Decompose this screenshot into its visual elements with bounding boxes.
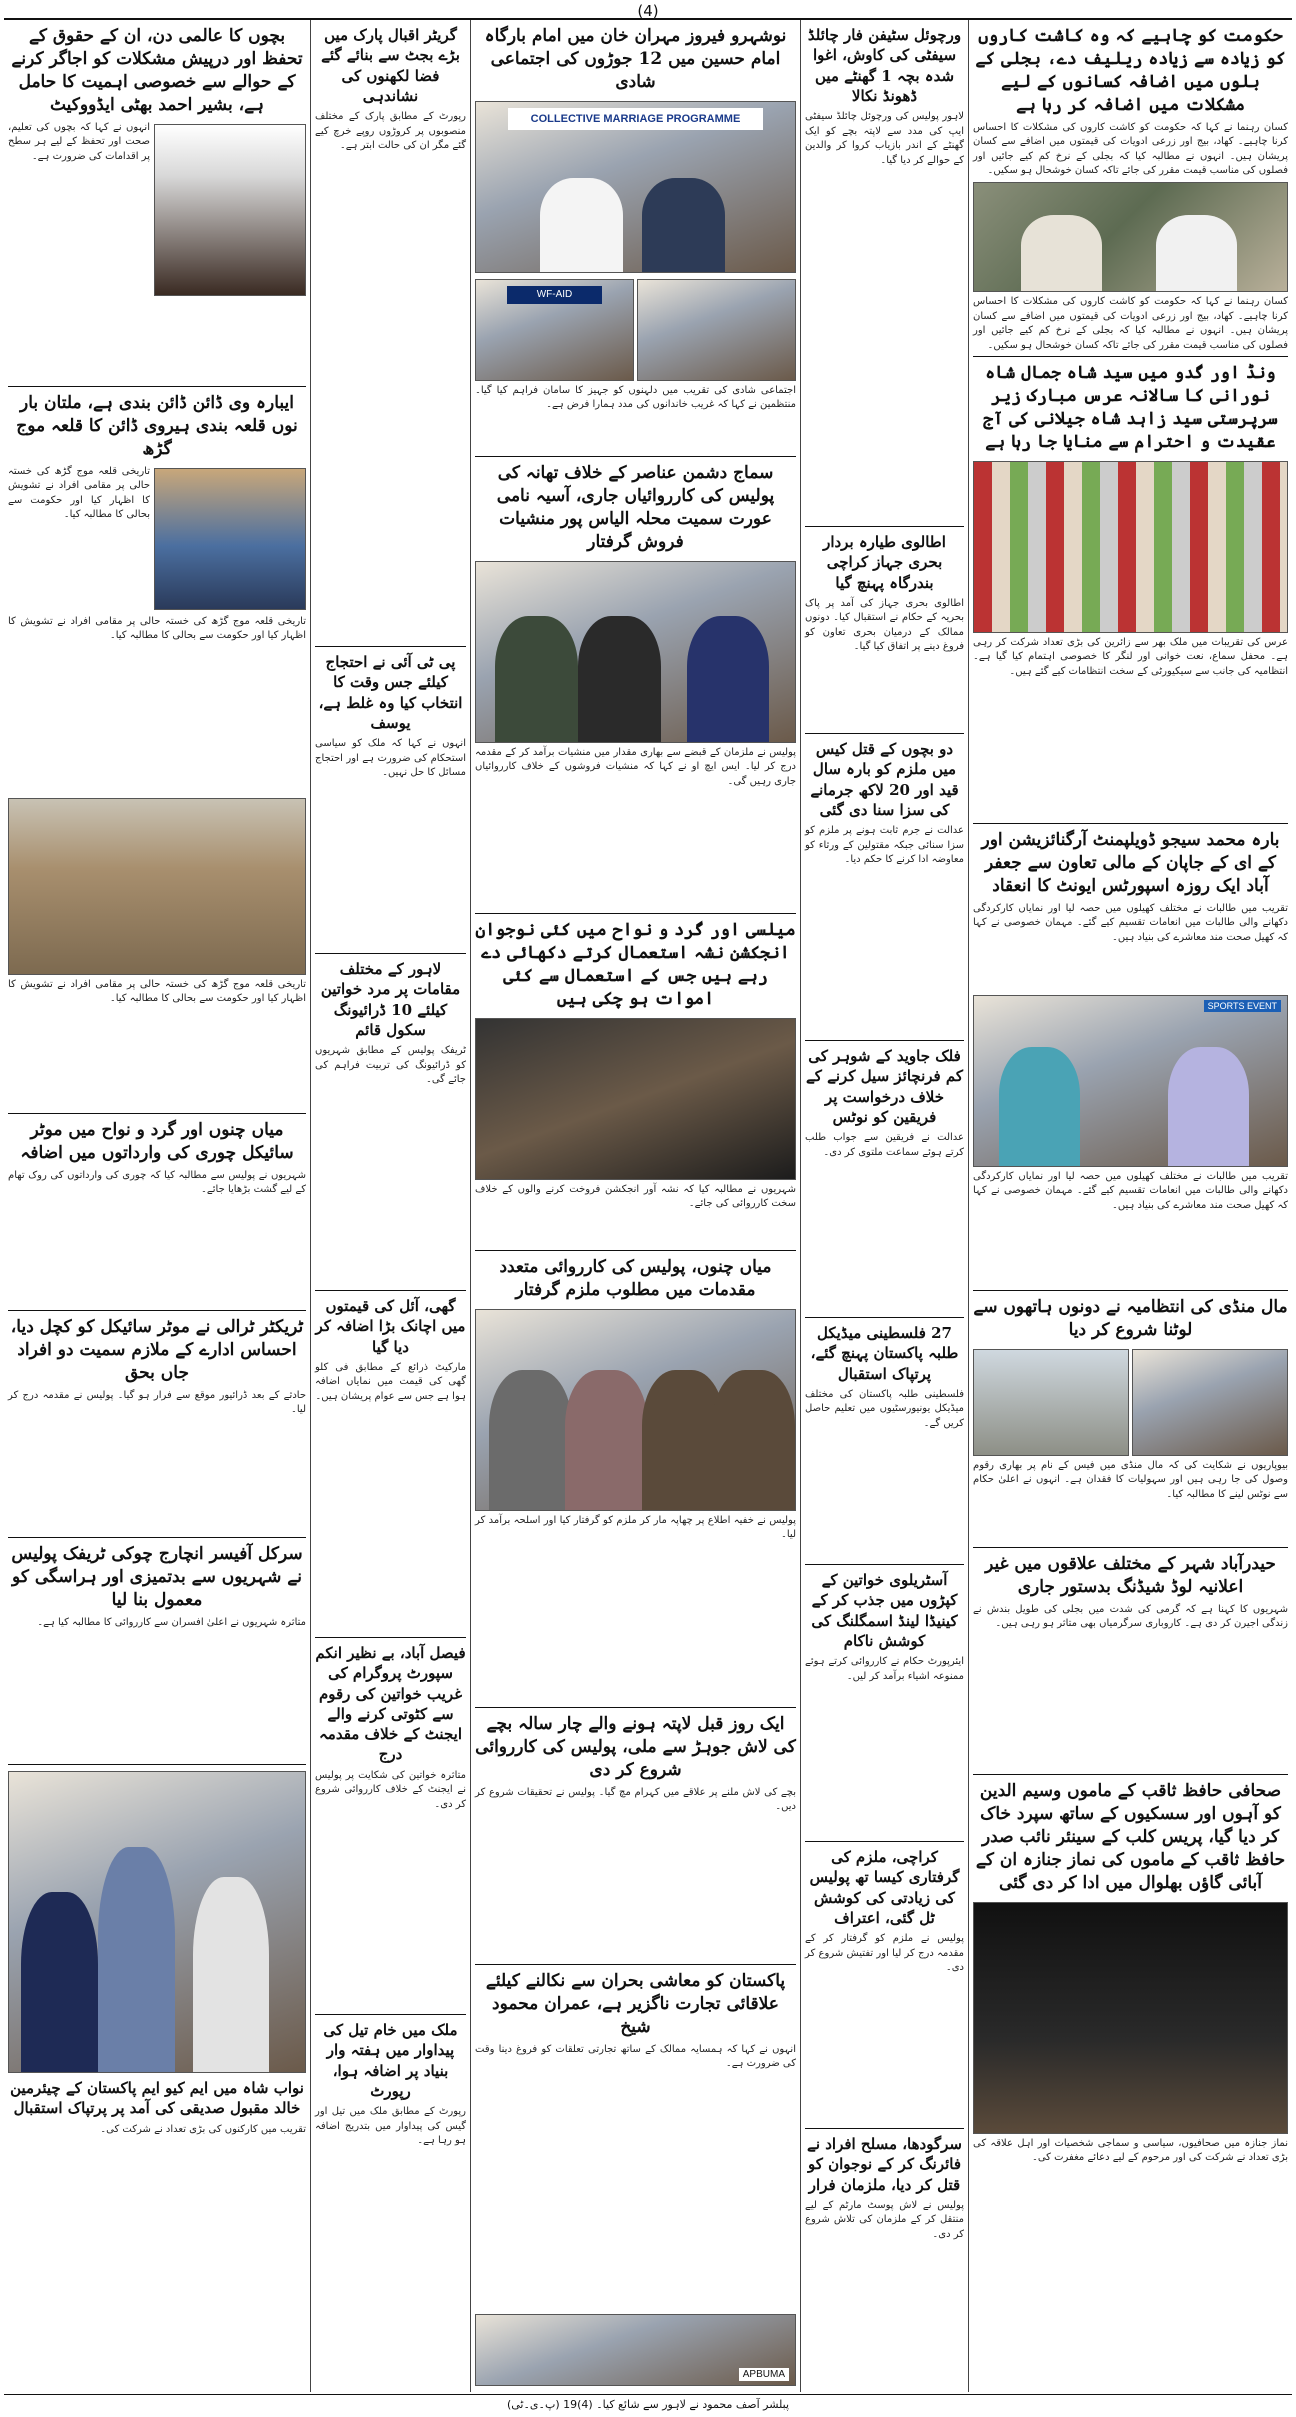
body-text: پولیس نے لاش پوسٹ مارٹم کے لیے منتقل کر کے ملزمان کی تلاش شروع کر دی۔	[805, 2199, 964, 2240]
body-text: حادثے کے بعد ڈرائیور موقع سے فرار ہو گیا۔ پولیس نے مقدمہ درج کر لیا۔	[8, 1389, 306, 1416]
apbuma-tag: APBUMA	[739, 2368, 789, 2381]
photo-funeral-night	[973, 1902, 1288, 2134]
photo-marriage-hall	[475, 279, 634, 381]
story-load-shedding	[973, 1548, 1288, 1775]
body-text: شہریوں نے پولیس سے مطالبہ کیا کہ چوری کی وارداتوں کی روک تھام کے لیے گشت بڑھایا جائے۔	[8, 1169, 306, 1196]
body-text: ٹریفک پولیس کے مطابق شہریوں کو ڈرائیونگ کی تربیت فراہم کی جائے گی۔	[315, 1045, 466, 1085]
headline: دو بچوں کے قتل کیس میں ملزم کو بارہ سال قید اور 20 لاکھ جرمانے کی سزا سنا دی گئی	[810, 740, 959, 819]
photo-injection	[475, 1018, 796, 1180]
story-fort-moj-garh	[8, 387, 306, 1114]
story-bisp-agent	[315, 1638, 466, 2015]
body-text: تقریب میں طالبات نے مختلف کھیلوں میں حصہ لیا اور نمایاں کارکردگی دکھانے والی طالبات میں انعامات تقسیم کیے گئے۔ مہمان خصوصی نے کہا کہ کھیل صحت مند معاشرے کی بنیاد ہیں۔	[973, 1170, 1288, 1211]
story-motorcycle-theft	[8, 1114, 306, 1311]
body-text: تاریخی قلعہ موج گڑھ کی خستہ حالی پر مقامی افراد نے تشویش کا اظہار کیا اور حکومت سے بحالی کا مطالبہ کیا۔	[8, 615, 306, 642]
marriage-banner: COLLECTIVE MARRIAGE PROGRAMME	[508, 108, 763, 130]
body-text: متاثرہ خواتین کی شکایت پر پولیس نے ایجنٹ کے خلاف کارروائی شروع کر دی۔	[315, 1769, 466, 1810]
story-sports-event	[973, 824, 1288, 1291]
headline: فلک جاوید کے شوہر کی کم فرنچائز سیل کرنے کے خلاف درخواست پر فریقین کو نوٹس	[805, 1047, 964, 1126]
photo-apbuma-event	[475, 2314, 796, 2386]
headline: ٹریکٹر ٹرالی نے موٹر سائیکل کو کچل دیا، احساس ادارے کے ملازم سمیت دو افراد جاں بحق	[10, 1317, 304, 1383]
headline: پاکستان کو معاشی بحران سے نکالنے کیلئے علاقائی تجارت ناگزیر ہے، عمران محمود شیخ	[485, 1971, 786, 2037]
story-mian-channu-arrest	[475, 1251, 796, 1708]
headline: گریٹر اقبال پارک میں بڑے بجٹ سے بنائے گئے فضا لکھنوں کی نشاندہی	[321, 26, 460, 105]
body-text: بچے کی لاش ملنے پر علاقے میں کہرام مچ گیا۔ پولیس نے تحقیقات شروع کر دیں۔	[475, 1786, 796, 1813]
photo-man-portrait	[154, 468, 306, 610]
story-funeral	[973, 1775, 1288, 2392]
photo-marriage-guests	[637, 279, 796, 381]
body-text: عدالت نے فریقین سے جواب طلب کرتے ہوئے سماعت ملتوی کر دی۔	[805, 1132, 964, 1158]
body-text: شہریوں کا کہنا ہے کہ گرمی کی شدت میں بجلی کی طویل بندش نے زندگی اجیرن کر دی ہے۔ کاروباری سرگرمیاں بھی متاثر ہو رہی ہیں۔	[973, 1603, 1288, 1630]
headline: صحافی حافظ ثاقب کے ماموں وسیم الدین کو آہوں اور سسکیوں کے ساتھ سپرد خاک کر دیا گیا، پریس کلب کے سینئر نائب صدر حافظ ثاقب کے ماموں کی نماز جنازہ ان کے آبائی گاؤں بھلوال میں ادا کر دی گئی	[975, 1781, 1286, 1893]
headline: میلسی اور گرد و نواح میں کئی نوجوان انجکشن نشہ استعمال کرتے دکھائی دے رہے ہیں جس کے استعمال سے کئی اموات ہو چکی ہیں	[475, 920, 796, 1009]
column-5	[4, 20, 310, 2392]
body-text: عدالت نے جرم ثابت ہونے پر ملزم کو سزا سنائی جبکہ مقتولین کے ورثاء کو معاوضہ ادا کرنے کا حکم دیا۔	[805, 825, 964, 865]
story-children-day	[8, 20, 306, 387]
body-text: انہوں نے کہا کہ بچوں کی تعلیم، صحت اور تحفظ کے لیے ہر سطح پر اقدامات کی ضرورت ہے۔	[8, 121, 150, 162]
headline: سماج دشمن عناصر کے خلاف تھانہ کی پولیس کی کارروائیاں جاری، آسیہ نامی عورت سمیت محلہ الیاس پور منشیات فروش گرفتار	[496, 463, 775, 552]
headline: بارہ محمد سیجو ڈویلپمنٹ آرگنائزیشن اور کے ای کے جاپان کے مالی تعاون سے جعفر آباد ایک روزہ اسپورٹس ایونٹ کا انعقاد	[981, 830, 1280, 896]
photo-mqm-group	[8, 1771, 306, 2073]
story-regional-trade	[475, 1965, 796, 2392]
photo-woman-officer	[1132, 1349, 1288, 1456]
column-3	[470, 20, 800, 2392]
body-text: شہریوں نے مطالبہ کیا کہ نشہ آور انجکشن فروخت کرنے والوں کے خلاف سخت کارروائی کی جائے۔	[475, 1183, 796, 1210]
story-missing-child	[475, 1708, 796, 1965]
headline: آسٹریلوی خواتین کے کپڑوں میں جذب کر کے کینیڈا لینڈ اسمگلنگ کی کوشش ناکام	[811, 1571, 958, 1650]
story-franchise	[805, 1041, 964, 1318]
story-traffic-police	[8, 1538, 306, 1765]
body-text: تاریخی قلعہ موج گڑھ کی خستہ حالی پر مقامی افراد نے تشویش کا اظہار کیا اور حکومت سے بحالی کا مطالبہ کیا۔	[8, 978, 306, 1005]
headline: میاں چنوں، پولیس کی کارروائی متعدد مقدمات میں مطلوب ملزم گرفتار	[499, 1257, 772, 1300]
headline: میاں چنوں اور گرد و نواح میں موٹر سائیکل چوری کی وارداتوں میں اضافہ	[20, 1120, 294, 1163]
body-text: متاثرہ شہریوں نے اعلیٰ افسران سے کارروائی کا مطالبہ کیا ہے۔	[37, 1616, 306, 1628]
body-text: تاریخی قلعہ موج گڑھ کی خستہ حالی پر مقامی افراد نے تشویش کا اظہار کیا اور حکومت سے بحالی کا مطالبہ کیا۔	[8, 465, 150, 521]
story-farmers-relief	[973, 20, 1288, 357]
headline: ایبارہ وی ڈائن ڈائن بندی ہے، ملتان بار نوں قلعہ بندی ہیروی ڈائن کا قلعہ موج گڑھ	[16, 393, 298, 459]
story-sargodha-firing	[805, 2129, 964, 2392]
story-mqm-visit	[8, 1765, 306, 2392]
headline: حکومت کو چاہیے کہ وہ کاشت کاروں کو زیادہ سے زیادہ ریلیف دے، بجلی کے بلوں میں اضافہ کسانوں کے لیے مشکلات میں اضافہ کر رہا ہے	[975, 26, 1286, 115]
story-pti-protest	[315, 647, 466, 954]
photo-marriage-stage	[475, 101, 796, 273]
body-text: مارکیٹ ذرائع کے مطابق فی کلو گھی کی قیمت میں نمایاں اضافہ ہوا ہے جس سے عوام پریشان ہیں۔	[315, 1361, 466, 1402]
body-text: ایئرپورٹ حکام نے کارروائی کرتے ہوئے ممنوعہ اشیاء برآمد کر لیں۔	[805, 1656, 964, 1682]
story-crude-oil	[315, 2015, 466, 2392]
headline: سرکل آفیسر انچارج چوکی ٹریفک پولیس نے شہریوں سے بدتمیزی اور ہراسگی کو معمول بنا لیا	[11, 1544, 303, 1610]
body-text: رپورٹ کے مطابق پارک کے مختلف منصوبوں پر کروڑوں روپے خرچ کیے گئے مگر ان کی حالت ابتر ہے۔	[315, 111, 466, 151]
headline: 27 فلسطینی میڈیکل طلبہ پاکستان پہنچ گئے، پرتپاک استقبال	[810, 1324, 959, 1383]
body-text: پولیس نے ملزمان کے قبضے سے بھاری مقدار میں منشیات برآمد کر کے مقدمہ درج کر لیا۔ ایس ایچ او نے کہا کہ منشیات فروشوں کے خلاف کارروائیاں جاری رہیں گی۔	[475, 746, 796, 787]
story-child-safety	[805, 20, 964, 527]
story-murder-case	[805, 734, 964, 1041]
headline: ایک روز قبل لاپتہ ہونے والے چار سالہ بچے کی لاش جوہڑ سے ملی، پولیس کی کارروائی شروع کر دی	[475, 1714, 796, 1780]
headline: مال منڈی کی انتظامیہ نے دونوں ہاتھوں سے لوٹنا شروع کر دیا	[973, 1297, 1288, 1340]
body-text: رپورٹ کے مطابق ملک میں تیل اور گیس کی پیداوار میں بتدریج اضافہ ہو رہا ہے۔	[315, 2106, 466, 2146]
headline: نوشہرو فیروز مہران خان میں امام بارگاہ امام حسین میں 12 جوڑوں کی اجتماعی شادی	[484, 26, 787, 92]
headline: کراچی، ملزم کی گرفتاری کیسا تھ پولیس کی زیادتی کی کوشش ٹل گئی، اعتراف	[809, 1848, 960, 1927]
headline: نواب شاہ میں ایم کیو ایم پاکستان کے چیئرمین خالد مقبول صدیقی کی آمد پر پرتپاک استقبال	[10, 2079, 304, 2118]
story-italian-ship	[805, 527, 964, 734]
story-urs	[973, 357, 1288, 824]
story-palestinian-students	[805, 1318, 964, 1565]
photo-sports-prize	[973, 995, 1288, 1167]
headline: ملک میں خام تیل کی پیداوار میں ہفتہ وار بنیاد پر اضافہ ہوا، رپورٹ	[323, 2021, 458, 2100]
body-text: عرس کی تقریبات میں ملک بھر سے زائرین کی بڑی تعداد شرکت کر رہی ہے۔ محفل سماع، نعت خوانی اور لنگر کا خصوصی اہتمام کیا گیا ہے۔ انتظامیہ کی جانب سے سیکیورٹی کے سخت انتظامات کیے گئے ہیں۔	[973, 636, 1288, 677]
body-text: کسان رہنما نے کہا کہ حکومت کو کاشت کاروں کی مشکلات کا احساس کرنا چاہیے۔ کھاد، بیج اور زرعی ادویات کی قیمتوں میں اضافے سے کسان پریشان ہیں۔ انہوں نے مطالبہ کیا کہ بجلی کے نرخ کم کیے جائیں اور فصلوں کی مناسب قیمت مقرر کی جائے تاکہ کسان خوشحال ہو سکیں۔	[973, 296, 1288, 351]
photo-police-arrest	[475, 561, 796, 743]
body-text: اطالوی بحری جہاز کی آمد پر پاک بحریہ کے حکام نے استقبال کیا۔ دونوں ممالک کے درمیان بحری تعاون کو فروغ دینے پر اتفاق کیا گیا۔	[805, 597, 964, 653]
photo-market-gate	[973, 1349, 1129, 1456]
body-text: پولیس نے خفیہ اطلاع پر چھاپہ مار کر ملزم کو گرفتار کیا اور اسلحہ برآمد کر لیا۔	[475, 1514, 796, 1541]
headline: ورچوئل سٹیفن فار چائلڈ سیفٹی کی کاوش، اغوا شدہ بچہ 1 گھنٹے میں ڈھونڈ نکالا	[807, 26, 962, 105]
headline: فیصل آباد، بے نظیر انکم سپورٹ پروگرام کی غریب خواتین کی رقوم سے کٹوتی کرنے والے ایجنٹ کے خلاف مقدمہ درج	[315, 1644, 466, 1764]
story-karachi-arrest	[805, 1842, 964, 2129]
body-text: فلسطینی طلبہ پاکستان کی مختلف میڈیکل یونیورسٹیوں میں تعلیم حاصل کریں گے۔	[805, 1388, 964, 1429]
headline: ونڈ اور گدو میں سید شاہ جمال شاہ نورانی کا سالانہ عرس مبارک زیر سرپرستی سید زاہد شاہ جیلانی کی آج عقیدت و احترام سے منایا جا رہا ہے	[983, 363, 1278, 452]
story-tractor-accident	[8, 1311, 306, 1538]
body-text: اجتماعی شادی کی تقریب میں دلہنوں کو جہیز کا سامان فراہم کیا گیا۔ منتظمین نے کہا کہ غریب خاندانوں کی مدد ہمارا فرض ہے۔	[475, 384, 796, 411]
page-number: (4)	[637, 2, 659, 20]
photo-fort-ruins	[8, 798, 306, 975]
photo-advocate-portrait	[154, 124, 306, 296]
columns	[4, 18, 1292, 2392]
story-driving-schools	[315, 954, 466, 1291]
body-text: کسان رہنما نے کہا کہ حکومت کو کاشت کاروں کی مشکلات کا احساس کرنا چاہیے۔ کھاد، بیج اور زرعی ادویات کی قیمتوں میں اضافے سے کسان پریشان ہیں۔ انہوں نے مطالبہ کیا کہ بجلی کے نرخ کم کیے جائیں اور فصلوں کی مناسب قیمت مقرر کی جائے تاکہ کسان خوشحال ہو سکیں۔	[973, 121, 1288, 177]
column-2	[800, 20, 968, 2392]
headline: سرگودھا، مسلح افراد نے فائرنگ کر کے نوجوان کو قتل کر دیا، ملزمان فرار	[807, 2135, 962, 2194]
headline: لاہور کے مختلف مقامات پر مرد خواتین کیلئے 10 ڈرائیونگ سکول قائم	[320, 960, 461, 1039]
headline: حیدرآباد شہر کے مختلف علاقوں میں غیر اعلانیہ لوڈ شیڈنگ بدستور جاری	[985, 1554, 1276, 1597]
body-text: انہوں نے کہا کہ ملک کو سیاسی استحکام کی ضرورت ہے اور احتجاج مسائل کا حل نہیں۔	[315, 738, 466, 778]
headline: گھی، آئل کی قیمتوں میں اچانک بڑا اضافہ کر دیا گیا	[315, 1297, 466, 1356]
body-text: تقریب میں کارکنوں کی بڑی تعداد نے شرکت کی۔	[100, 2123, 306, 2135]
photo-police-suspects	[475, 1309, 796, 1511]
story-collective-marriage	[475, 20, 796, 457]
body-text: نماز جنازہ میں صحافیوں، سیاسی و سماجی شخصیات اور اہل علاقہ کی بڑی تعداد نے شرکت کی اور مرحوم کے لیے دعائے مغفرت کی۔	[973, 2137, 1288, 2164]
story-injection-drugs	[475, 914, 796, 1251]
body-text: تقریب میں طالبات نے مختلف کھیلوں میں حصہ لیا اور نمایاں کارکردگی دکھانے والی طالبات میں انعامات تقسیم کیے گئے۔ مہمان خصوصی نے کہا کہ کھیل صحت مند معاشرے کی بنیاد ہیں۔	[973, 902, 1288, 943]
story-smuggling	[805, 1565, 964, 1842]
body-text: انہوں نے کہا کہ ہمسایہ ممالک کے ساتھ تجارتی تعلقات کو فروغ دینا وقت کی ضرورت ہے۔	[475, 2043, 796, 2070]
sports-event-banner: SPORTS EVENT	[1204, 1000, 1281, 1012]
page-footer: پبلشر آصف محمود نے لاہور سے شائع کیا۔ (4)19 (پ۔ی۔ٹی)	[4, 2394, 1292, 2411]
story-ghee-prices	[315, 1291, 466, 1638]
column-1	[968, 20, 1292, 2392]
story-cattle-market	[973, 1291, 1288, 1548]
story-drug-dealers	[475, 457, 796, 914]
headline: بچوں کا عالمی دن، ان کے حقوق کے تحفظ اور درپیش مشکلات کو اجاگر کرنے کے حوالے سے خصوصی اہمیت کا حامل ہے، بشیر احمد بھٹی ایڈووکیٹ	[11, 26, 303, 115]
photo-two-men	[973, 182, 1288, 292]
story-iqbal-park	[315, 20, 466, 647]
photo-urs-gathering	[973, 461, 1288, 633]
body-text: پولیس نے ملزم کو گرفتار کر کے مقدمہ درج کر لیا اور تفتیش شروع کر دی۔	[805, 1933, 964, 1973]
body-text: بیوپاریوں نے شکایت کی کہ مال منڈی میں فیس کے نام پر بھاری رقوم وصول کی جا رہی ہیں اور سہولیات کا فقدان ہے۔ انہوں نے اعلیٰ حکام سے نوٹس لینے کا مطالبہ کیا۔	[973, 1459, 1288, 1500]
wf-aid-sign: WF-AID	[507, 286, 601, 304]
headline: پی ٹی آئی نے احتجاج کیلئے جس وقت کا انتخاب کیا وہ غلط ہے، یوسف	[318, 653, 463, 732]
body-text: لاہور پولیس کی ورچوئل چائلڈ سیفٹی ایپ کی مدد سے لاپتہ بچے کو ایک گھنٹے کے اندر بازیاب کروا کر والدین کے حوالے کر دیا گیا۔	[805, 111, 964, 166]
headline: اطالوی طیارہ بردار بحری جہاز کراچی بندرگاہ پہنچ گیا	[823, 533, 946, 592]
column-4	[310, 20, 470, 2392]
